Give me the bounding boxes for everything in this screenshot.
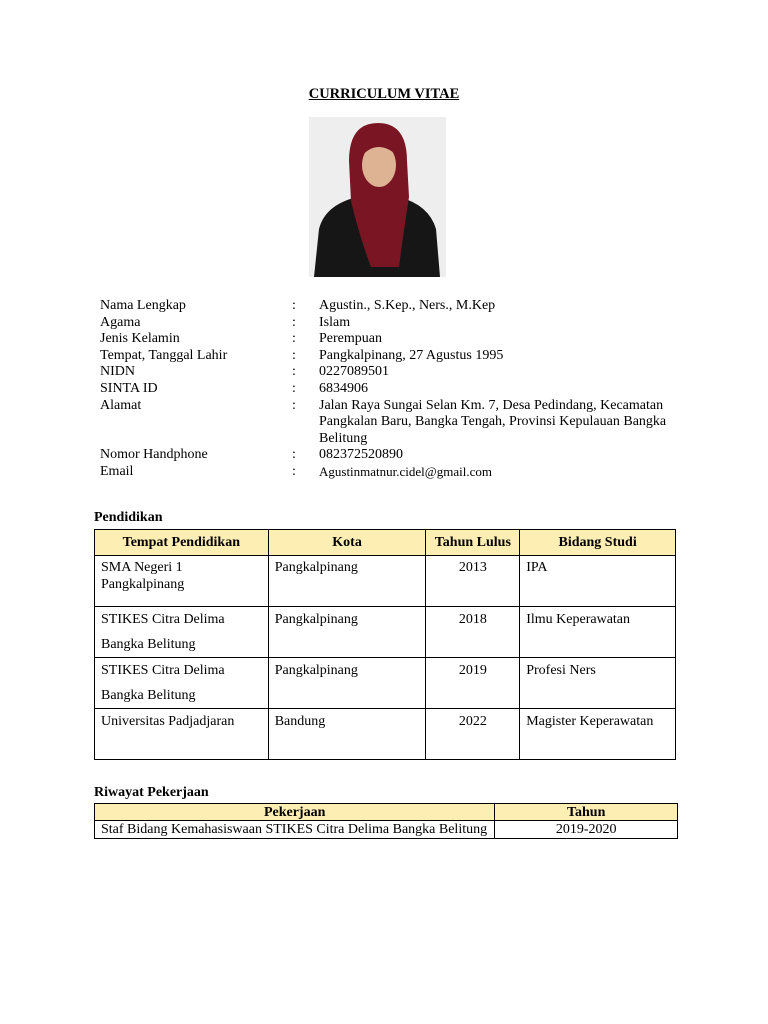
info-value: 0227089501 xyxy=(319,364,389,380)
info-row-birth xyxy=(100,348,700,365)
table-cell: IPA xyxy=(520,556,676,607)
info-label: Nama Lengkap xyxy=(100,298,186,313)
table-cell: Pangkalpinang xyxy=(268,556,426,607)
info-row-gender xyxy=(100,331,700,348)
info-row-sinta xyxy=(100,381,700,398)
info-row-religion xyxy=(100,315,700,332)
info-colon: : xyxy=(292,331,296,347)
table-cell: Pangkalpinang xyxy=(268,658,426,709)
info-colon: : xyxy=(292,347,296,363)
info-value: Pangkalpinang, 27 Agustus 1995 xyxy=(319,347,504,363)
table-cell: STIKES Citra Delima Bangka Belitung xyxy=(95,607,269,658)
info-label: Agama xyxy=(100,314,141,330)
info-row-name xyxy=(100,298,700,315)
info-value: 6834906 xyxy=(319,380,368,396)
info-label: NIDN xyxy=(100,364,135,380)
table-cell: 2018 xyxy=(426,607,520,658)
table-cell: 2013 xyxy=(426,556,520,607)
table-cell: Magister Keperawatan xyxy=(520,709,676,760)
table-row xyxy=(95,821,678,839)
work-table xyxy=(94,803,678,839)
email-value: Agustinmatnur.cidel@gmail.com xyxy=(319,463,492,479)
table-header-row xyxy=(95,530,676,556)
info-value: Jalan Raya Sungai Selan Km. 7, Desa Pedindang, Kecamatan Pangkalan Baru, Bangka Tengah, Provinsi Kepulauan Bangka Belitung xyxy=(319,397,667,446)
info-row-nidn xyxy=(100,364,700,381)
portrait-photo xyxy=(309,117,446,277)
column-header: Kota xyxy=(268,530,426,556)
info-colon: : xyxy=(292,463,296,479)
info-label: Alamat xyxy=(100,397,142,413)
column-header: Pekerjaan xyxy=(95,804,495,821)
table-cell: 2019-2020 xyxy=(495,821,678,839)
portrait-photo-icon xyxy=(309,117,446,277)
column-header: Tahun xyxy=(495,804,678,821)
column-header: Bidang Studi xyxy=(520,530,676,556)
table-cell: Profesi Ners xyxy=(520,658,676,709)
info-label: Jenis Kelamin xyxy=(100,331,180,347)
info-label: SINTA ID xyxy=(100,380,158,396)
info-colon: : xyxy=(292,380,296,396)
table-cell: 2019 xyxy=(426,658,520,709)
education-table xyxy=(94,529,676,760)
info-label: Nomor Handphone xyxy=(100,447,208,463)
info-value: Perempuan xyxy=(319,331,382,347)
table-cell: 2022 xyxy=(426,709,520,760)
education-section-title: Pendidikan xyxy=(94,510,163,525)
info-colon: : xyxy=(292,298,296,313)
table-row xyxy=(95,556,676,607)
personal-info xyxy=(100,298,700,481)
table-cell: Bandung xyxy=(268,709,426,760)
table-row xyxy=(95,658,676,709)
table-cell: Pangkalpinang xyxy=(268,607,426,658)
table-cell: Staf Bidang Kemahasiswaan STIKES Citra Delima Bangka Belitung xyxy=(95,821,495,839)
table-cell: SMA Negeri 1 Pangkalpinang xyxy=(95,556,269,607)
info-value: Islam xyxy=(319,314,351,330)
work-section-title: Riwayat Pekerjaan xyxy=(94,785,209,800)
info-colon: : xyxy=(292,314,296,330)
table-cell: STIKES Citra Delima Bangka Belitung xyxy=(95,658,269,709)
info-label: Email xyxy=(100,463,134,479)
info-colon: : xyxy=(292,364,296,380)
column-header: Tahun Lulus xyxy=(426,530,520,556)
info-row-email xyxy=(100,464,700,481)
info-value: 082372520890 xyxy=(319,447,403,463)
table-cell: Universitas Padjadjaran xyxy=(95,709,269,760)
column-header: Tempat Pendidikan xyxy=(95,530,269,556)
info-row-address xyxy=(100,398,700,448)
document-title: CURRICULUM VITAE xyxy=(308,86,460,102)
info-value: Agustin., S.Kep., Ners., M.Kep xyxy=(319,298,496,313)
table-row xyxy=(95,607,676,658)
info-row-phone xyxy=(100,447,700,464)
info-label: Tempat, Tanggal Lahir xyxy=(100,347,228,363)
info-colon: : xyxy=(292,397,296,413)
table-row xyxy=(95,709,676,760)
table-header-row xyxy=(95,804,678,821)
table-cell: Ilmu Keperawatan xyxy=(520,607,676,658)
info-colon: : xyxy=(292,447,296,463)
